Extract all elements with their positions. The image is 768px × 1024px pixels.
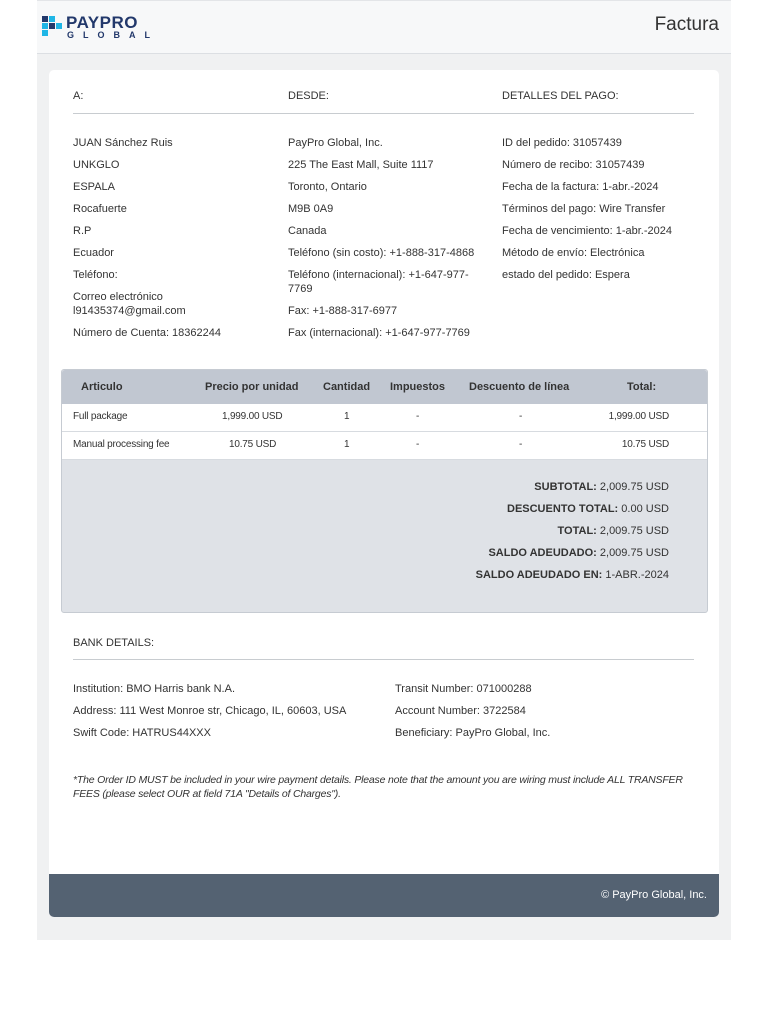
invoice-header [37,1,731,54]
balance-due-value: 2,009.75 USD [599,547,669,559]
row-discount: - [519,411,523,422]
col-article: Articulo [81,381,123,393]
paypro-logo-icon [42,16,62,38]
to-line2: UNKGLO [73,159,120,171]
document-title: Factura [654,14,719,35]
to-heading: A: [73,90,84,102]
shipping-method: Método de envío: Electrónica [502,247,645,259]
table-row [62,432,707,460]
row-article: Manual processing fee [73,439,170,450]
bank-account: Account Number: 3722584 [395,705,526,717]
from-heading: DESDE: [288,90,329,102]
to-line4: Rocafuerte [73,203,127,215]
invoice-page [37,0,731,940]
due-date: Fecha de vencimiento: 1-abr.-2024 [502,225,672,237]
to-name: JUAN Sánchez Ruis [73,137,173,149]
col-line-discount: Descuento de línea [469,381,570,393]
from-country: Canada [288,225,327,237]
bank-beneficiary: Beneficiary: PayPro Global, Inc. [395,727,551,739]
row-unit-price: 1,999.00 USD [222,411,283,422]
logo-brand-text: PAYPRO [66,13,138,32]
row-article: Full package [73,411,128,422]
col-taxes: Impuestos [390,381,446,393]
copyright: © PayPro Global, Inc. [601,889,707,901]
subtotal-label: SUBTOTAL: [534,481,597,493]
paypro-logo [42,15,162,43]
to-account-number: Número de Cuenta: 18362244 [73,327,221,339]
total-value: 2,009.75 USD [599,525,669,537]
balance-due-on-value: 1-ABR.-2024 [605,569,669,581]
divider [73,659,694,660]
col-unit-price: Precio por unidad [205,381,299,393]
from-phone-free: Teléfono (sin costo): +1-888-317-4868 [288,247,475,259]
total-discount-value: 0.00 USD [621,503,669,515]
balance-due-line [488,547,669,559]
from-city: Toronto, Ontario [288,181,367,193]
invoice-card [49,70,719,917]
bank-transit: Transit Number: 071000288 [395,683,532,695]
payment-heading: DETALLES DEL PAGO: [502,90,619,102]
row-total: 10.75 USD [621,439,669,450]
from-company: PayPro Global, Inc. [288,137,383,149]
bank-address: Address: 111 West Monroe str, Chicago, IL, 60603, USA [73,705,347,717]
logo-sub-text: GLOBAL [67,30,159,40]
bank-institution: Institution: BMO Harris bank N.A. [73,683,235,695]
bank-heading: BANK DETAILS: [73,637,155,649]
col-quantity: Cantidad [323,381,371,393]
divider [73,113,694,114]
to-country: Ecuador [73,247,114,259]
wire-note: *The Order ID MUST be included in your wire payment details. Please note that the amount you are wiring must include ALL TRANSFER FEES (please select OUR at field 71A "Details of Charges"). [73,774,683,800]
balance-due-label: SALDO ADEUDADO: [488,547,597,559]
subtotal-value: 2,009.75 USD [599,481,669,493]
col-total: Total: [627,381,657,393]
total-discount-label: DESCUENTO TOTAL: [507,503,619,515]
to-line5: R.P [73,225,92,237]
balance-due-on-line [476,569,669,581]
from-street: 225 The East Mall, Suite 1117 [288,159,434,171]
row-taxes: - [416,411,420,422]
from-postal: M9B 0A9 [288,203,334,215]
order-status: estado del pedido: Espera [502,269,630,281]
to-email[interactable]: l91435374@gmail.com [73,305,186,317]
payment-terms: Términos del pago: Wire Transfer [502,203,666,215]
total-discount-line [507,503,669,515]
items-table [61,369,708,613]
from-phone-intl-cont: 7769 [288,283,313,295]
bank-swift: Swift Code: HATRUS44XXX [73,727,211,739]
invoice-date: Fecha de la factura: 1-abr.-2024 [502,181,659,193]
from-fax-intl: Fax (internacional): +1-647-977-7769 [288,327,470,339]
table-row [62,404,707,432]
items-table-header [62,370,707,404]
row-unit-price: 10.75 USD [229,439,277,450]
row-quantity: 1 [344,439,350,450]
to-phone-label: Teléfono: [73,269,118,281]
subtotal-line [534,481,669,493]
row-discount: - [519,439,523,450]
order-id: ID del pedido: 31057439 [502,137,622,149]
to-line3: ESPALA [73,181,115,193]
receipt-number: Número de recibo: 31057439 [502,159,645,171]
row-quantity: 1 [344,411,350,422]
total-line [558,525,669,537]
from-fax: Fax: +1-888-317-6977 [288,305,398,317]
row-taxes: - [416,439,420,450]
to-email-label: Correo electrónico [73,291,163,303]
invoice-footer [49,874,719,917]
total-label: TOTAL: [557,525,597,537]
balance-due-on-label: SALDO ADEUDADO EN: [475,569,603,581]
row-total: 1,999.00 USD [608,411,669,422]
from-phone-intl: Teléfono (internacional): +1-647-977- [288,269,469,281]
